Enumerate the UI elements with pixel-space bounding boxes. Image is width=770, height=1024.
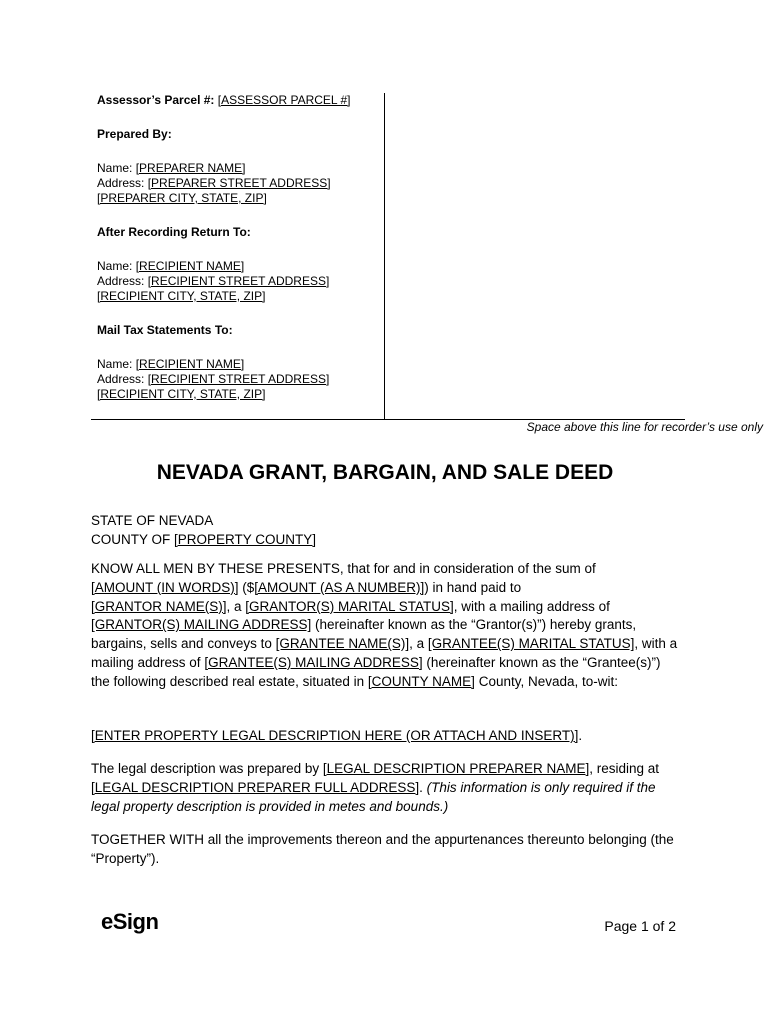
legal-description-paragraph: [ENTER PROPERTY LEGAL DESCRIPTION HERE (OR ATTACH AND INSERT)]. [91,728,583,743]
legal-description-placeholder: [ENTER PROPERTY LEGAL DESCRIPTION HERE (OR ATTACH AND INSERT)] [91,728,579,743]
metes-and-bounds-note: (This information is only required if the legal property description is provided in metes and bounds.) [91,779,656,814]
deed-title: NEVADA GRANT, BARGAIN, AND SALE DEED [156,461,614,484]
parcel-label: Assessor’s Parcel #: [97,93,215,107]
return-city: [RECIPIENT CITY, STATE, ZIP] [97,289,266,303]
county-value: [PROPERTY COUNTY] [174,531,317,547]
grantor-names: [GRANTOR NAME(S)] [91,598,227,614]
return-city-line [97,289,381,304]
mail-tax-name: [RECIPIENT NAME] [135,357,245,371]
grantor-marital-status: [GRANTOR(S) MARITAL STATUS] [245,598,454,614]
return-to-block [97,259,381,304]
return-address-line: Address: [RECIPIENT STREET ADDRESS] [97,274,330,288]
amount-number: [AMOUNT (AS A NUMBER)] [254,579,425,595]
preparer-name-line: Name: [PREPARER NAME] [97,161,246,175]
mail-tax-heading: Mail Tax Statements To: [97,323,233,337]
venue-block [91,512,681,550]
esign-logo: eSign [101,909,159,934]
mail-tax-address-line: Address: [RECIPIENT STREET ADDRESS] [97,372,330,386]
preparer-city-line [97,191,381,206]
county-name: [COUNTY NAME] [367,673,475,689]
return-street: [RECIPIENT STREET ADDRESS] [147,274,330,288]
preparer-street: [PREPARER STREET ADDRESS] [147,176,331,190]
prepared-by-heading: Prepared By: [97,127,172,141]
together-paragraph: TOGETHER WITH all the improvements thereon and the appurtenances thereunto belonging (the “Property”). [91,832,674,866]
mail-tax-name-line: Name: [RECIPIENT NAME] [97,357,245,371]
page-number: Page 1 of 2 [604,918,676,934]
consideration-paragraph: KNOW ALL MEN BY THESE PRESENTS, that for and in consideration of the sum of [AMOUNT (IN WORDS)] ($[AMOUNT (AS A NUMBER)]) in hand paid to [GRANTOR NAME(S)], a [GRANTOR(S) MARITAL STATUS], with a mailing address of [GRANTOR(S) MAILING ADDRESS] (hereinafter known as the “Grantor(s)”) hereby grants, bargains, sells and conveys to [GRANTEE NAME(S)], a [GRANTEE(S) MARITAL STATUS], with a mailing address of [GRANTEE(S) MAILING ADDRESS] (hereinafter known as the “Grantee(s)”) the following described real estate, situated in [COUNTY NAME] County, Nevada, to-wit: [91,561,678,689]
mail-tax-street: [RECIPIENT STREET ADDRESS] [147,372,330,386]
preparer-name: [PREPARER NAME] [135,161,246,175]
mail-tax-city: [RECIPIENT CITY, STATE, ZIP] [97,387,266,401]
grantee-mailing-address: [GRANTEE(S) MAILING ADDRESS] [204,654,423,670]
return-name: [RECIPIENT NAME] [135,259,245,273]
mail-tax-block [97,357,381,402]
state-line: STATE OF NEVADA [91,513,214,528]
preparer-city: [PREPARER CITY, STATE, ZIP] [97,191,267,205]
preparer-block [97,161,381,206]
recorder-header-block [91,93,685,420]
grantee-marital-status: [GRANTEE(S) MARITAL STATUS] [427,636,635,652]
return-to-heading: After Recording Return To: [97,225,251,239]
return-name-line: Name: [RECIPIENT NAME] [97,259,245,273]
parcel-line [97,93,381,108]
preparer-address-line: Address: [PREPARER STREET ADDRESS] [97,176,331,190]
amount-words: [AMOUNT (IN WORDS)] [91,579,239,595]
county-line: COUNTY OF [PROPERTY COUNTY] [91,531,317,547]
parcel-value: [ASSESSOR PARCEL #] [217,93,351,107]
legal-preparer-name: [LEGAL DESCRIPTION PREPARER NAME] [322,761,590,776]
grantee-names: [GRANTEE NAME(S)] [275,636,410,652]
mail-tax-city-line [97,387,381,402]
recorder-info-column [97,93,381,402]
recorder-space-note: Space above this line for recorder’s use only [526,420,763,434]
legal-preparer-address: [LEGAL DESCRIPTION PREPARER FULL ADDRESS] [91,779,420,795]
preparer-paragraph: The legal description was prepared by [LEGAL DESCRIPTION PREPARER NAME], residing at [LEGAL DESCRIPTION PREPARER FULL ADDRESS]. (This information is only required if the legal property description is provided in metes and bounds.) [91,761,659,814]
recorder-divider-line [384,93,385,419]
grantor-mailing-address: [GRANTOR(S) MAILING ADDRESS] [91,617,312,633]
